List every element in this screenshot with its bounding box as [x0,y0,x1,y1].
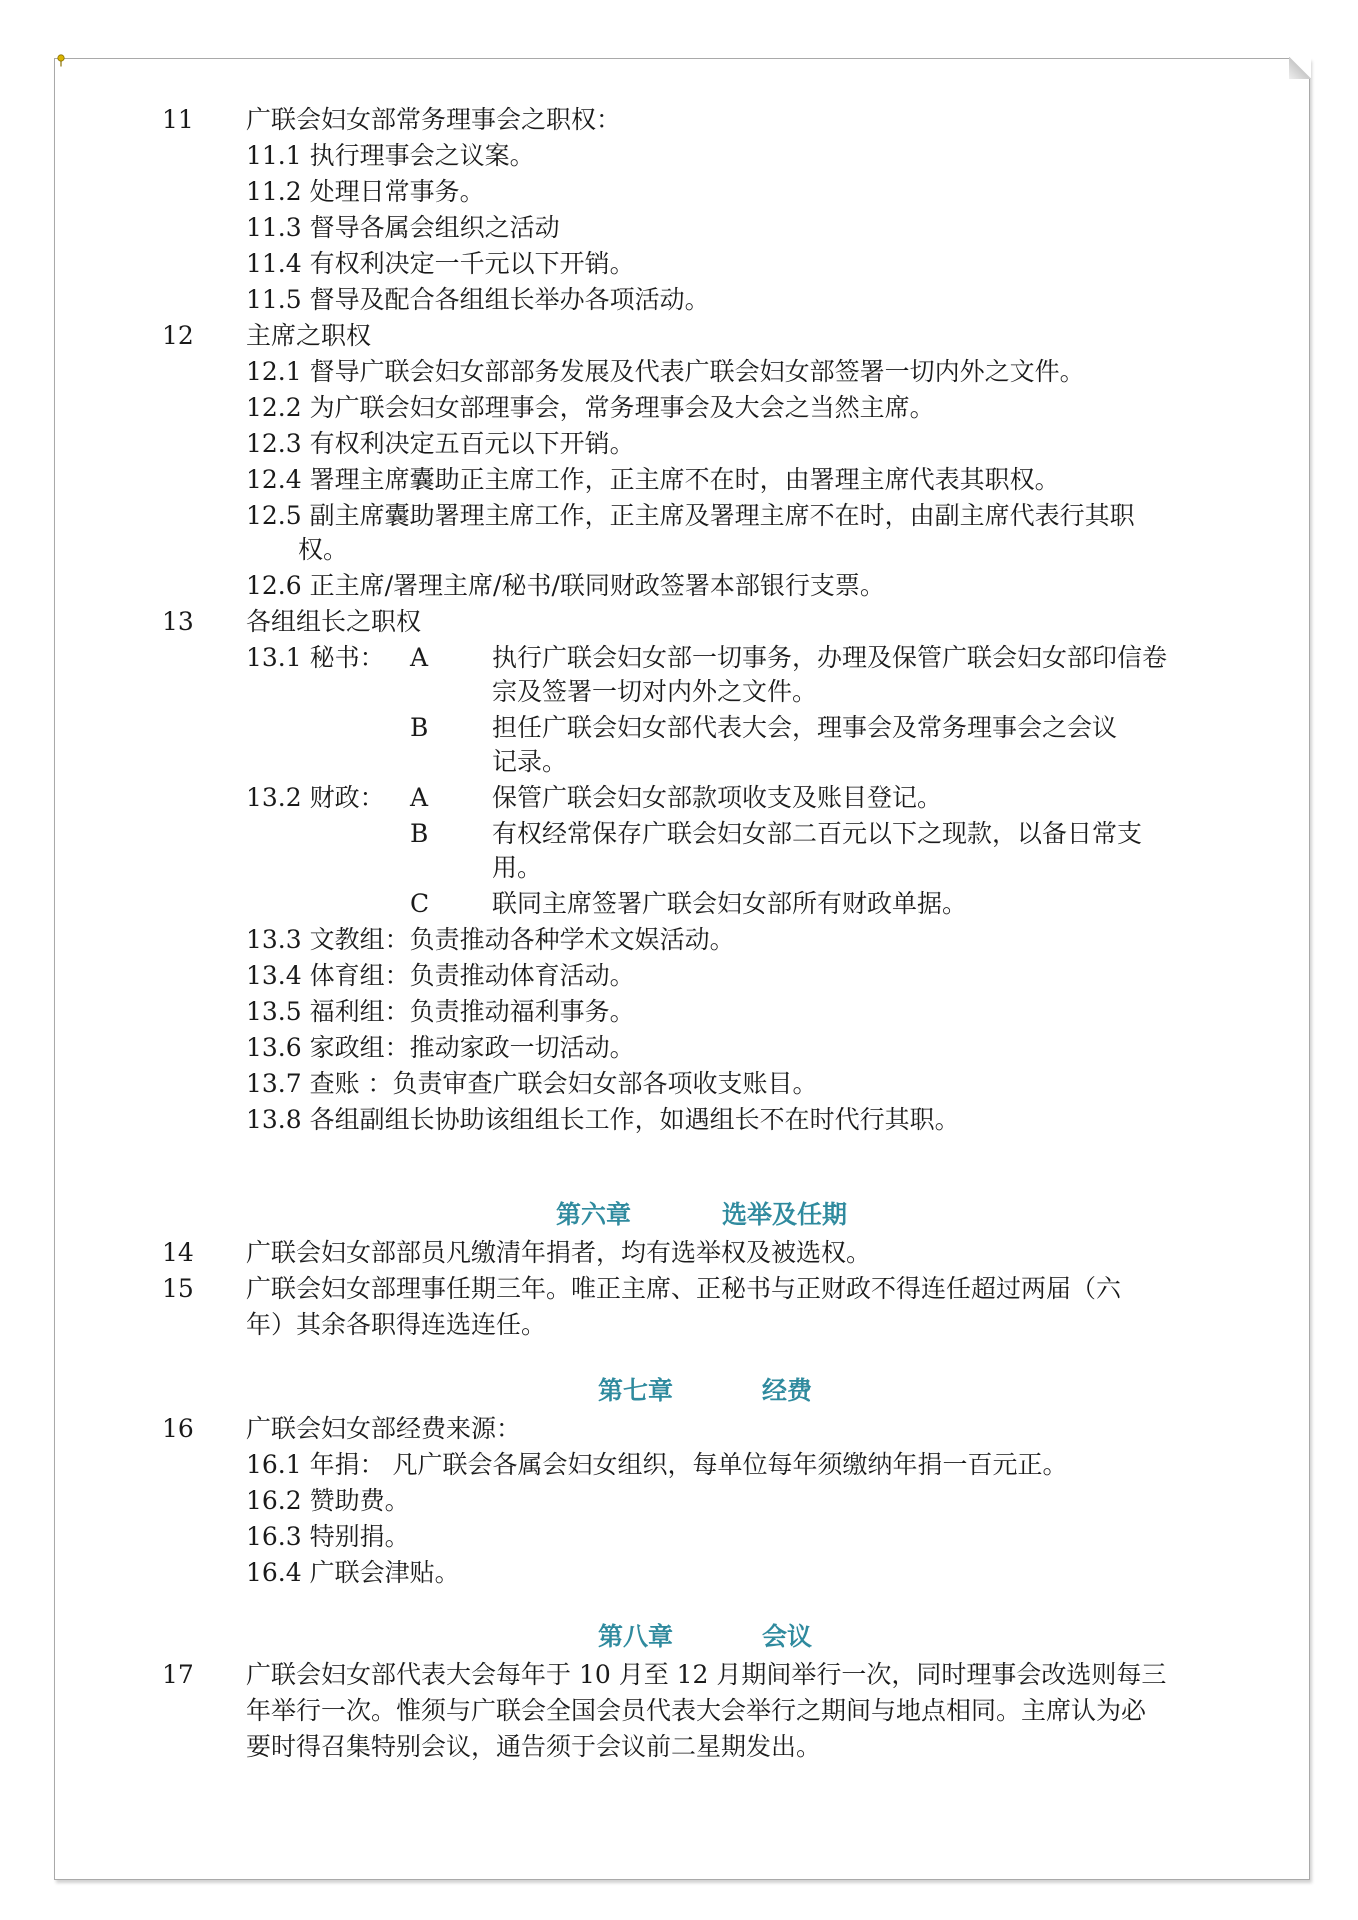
sub-item-letter: B [410,713,429,742]
clause-item: 13.4 体育组：负责推动体育活动。 [246,961,635,990]
sub-item-letter: A [410,783,429,812]
chapter-title: 选举及任期 [722,1200,848,1229]
clause-item: 12.6 正主席/署理主席/秘书/联同财政签署本部银行支票。 [246,571,885,600]
chapter-title: 经费 [762,1376,813,1405]
clause-title: 广联会妇女部常务理事会之职权： [246,105,622,134]
clause-text: 广联会妇女部部员凡缴清年捐者，均有选举权及被选权。 [246,1238,872,1267]
clause-number: 17 [162,1660,194,1689]
clause-item: 13.3 文教组：负责推动各种学术文娱活动。 [246,925,735,954]
clause-item: 13.6 家政组：推动家政一切活动。 [246,1033,635,1062]
sub-item-text: 有权经常保存广联会妇女部二百元以下之现款，以备日常支 [492,819,1143,848]
sub-clause-label: 13.1 秘书： [246,643,385,672]
sub-item-text: 担任广联会妇女部代表大会，理事会及常务理事会之会议 [492,713,1118,742]
clause-item: 16.1 年捐： 凡广联会各属会妇女组织，每单位每年须缴纳年捐一百元正。 [246,1450,1068,1479]
clause-item: 11.1 执行理事会之议案。 [246,141,535,170]
sub-item-text: 记录。 [492,747,568,776]
clause-item: 12.2 为广联会妇女部理事会，常务理事会及大会之当然主席。 [246,393,935,422]
document-page [54,58,1310,1880]
sub-item-text: 保管广联会妇女部款项收支及账目登记。 [492,783,943,812]
clause-text: 广联会妇女部代表大会每年于 10 月至 12 月期间举行一次，同时理事会改选则每三 [246,1660,1167,1689]
clause-item: 13.5 福利组：负责推动福利事务。 [246,997,635,1026]
clause-item: 11.3 督导各属会组织之活动 [246,213,560,242]
sub-item-letter: A [410,643,429,672]
clause-item: 12.5 副主席囊助署理主席工作，正主席及署理主席不在时，由副主席代表行其职 [246,501,1135,530]
clause-item: 16.4 广联会津贴。 [246,1558,460,1587]
clause-text: 要时得召集特别会议，通告须于会议前二星期发出。 [246,1732,822,1761]
clause-number: 12 [162,321,194,350]
sub-item-text: 联同主席签署广联会妇女部所有财政单据。 [492,889,968,918]
clause-title: 主席之职权 [246,321,372,350]
clause-number: 11 [162,105,194,134]
sub-clause-label: 13.2 财政： [246,783,385,812]
clause-number: 14 [162,1238,194,1267]
sub-item-text: 执行广联会妇女部一切事务，办理及保管广联会妇女部印信卷 [492,643,1168,672]
clause-title: 广联会妇女部经费来源： [246,1414,522,1443]
clause-title: 各组组长之职权 [246,607,422,636]
clause-number: 13 [162,607,194,636]
sub-item-letter: C [410,889,430,918]
clause-item: 11.5 督导及配合各组组长举办各项活动。 [246,285,710,314]
chapter-title: 会议 [762,1622,813,1651]
pushpin-icon [56,54,66,68]
clause-item: 12.3 有权利决定五百元以下开销。 [246,429,635,458]
clause-item: 11.4 有权利决定一千元以下开销。 [246,249,635,278]
clause-item: 12.1 督导广联会妇女部部务发展及代表广联会妇女部签署一切内外之文件。 [246,357,1085,386]
sub-item-letter: B [410,819,429,848]
clause-item: 16.3 特别捐。 [246,1522,410,1551]
clause-item-continuation: 权。 [298,535,349,564]
clause-number: 15 [162,1274,194,1303]
chapter-number: 第六章 [556,1200,632,1229]
clause-text: 年）其余各职得连选连任。 [246,1310,547,1339]
chapter-number: 第七章 [598,1376,674,1405]
chapter-number: 第八章 [598,1622,674,1651]
clause-item: 13.7 查账 ：负责审查广联会妇女部各项收支账目。 [246,1069,818,1098]
clause-item: 16.2 赞助费。 [246,1486,410,1515]
clause-item: 11.2 处理日常事务。 [246,177,485,206]
sub-item-text: 宗及签署一切对内外之文件。 [492,677,818,706]
clause-number: 16 [162,1414,194,1443]
clause-item: 13.8 各组副组长协助该组组长工作，如遇组长不在时代行其职。 [246,1105,960,1134]
page-fold-corner [1289,57,1311,79]
clause-text: 年举行一次。惟须与广联会全国会员代表大会举行之期间与地点相同。主席认为必 [246,1696,1147,1725]
clause-text: 广联会妇女部理事任期三年。唯正主席、正秘书与正财政不得连任超过两届（六 [246,1274,1122,1303]
sub-item-text: 用。 [492,853,543,882]
clause-item: 12.4 署理主席囊助正主席工作，正主席不在时，由署理主席代表其职权。 [246,465,1060,494]
